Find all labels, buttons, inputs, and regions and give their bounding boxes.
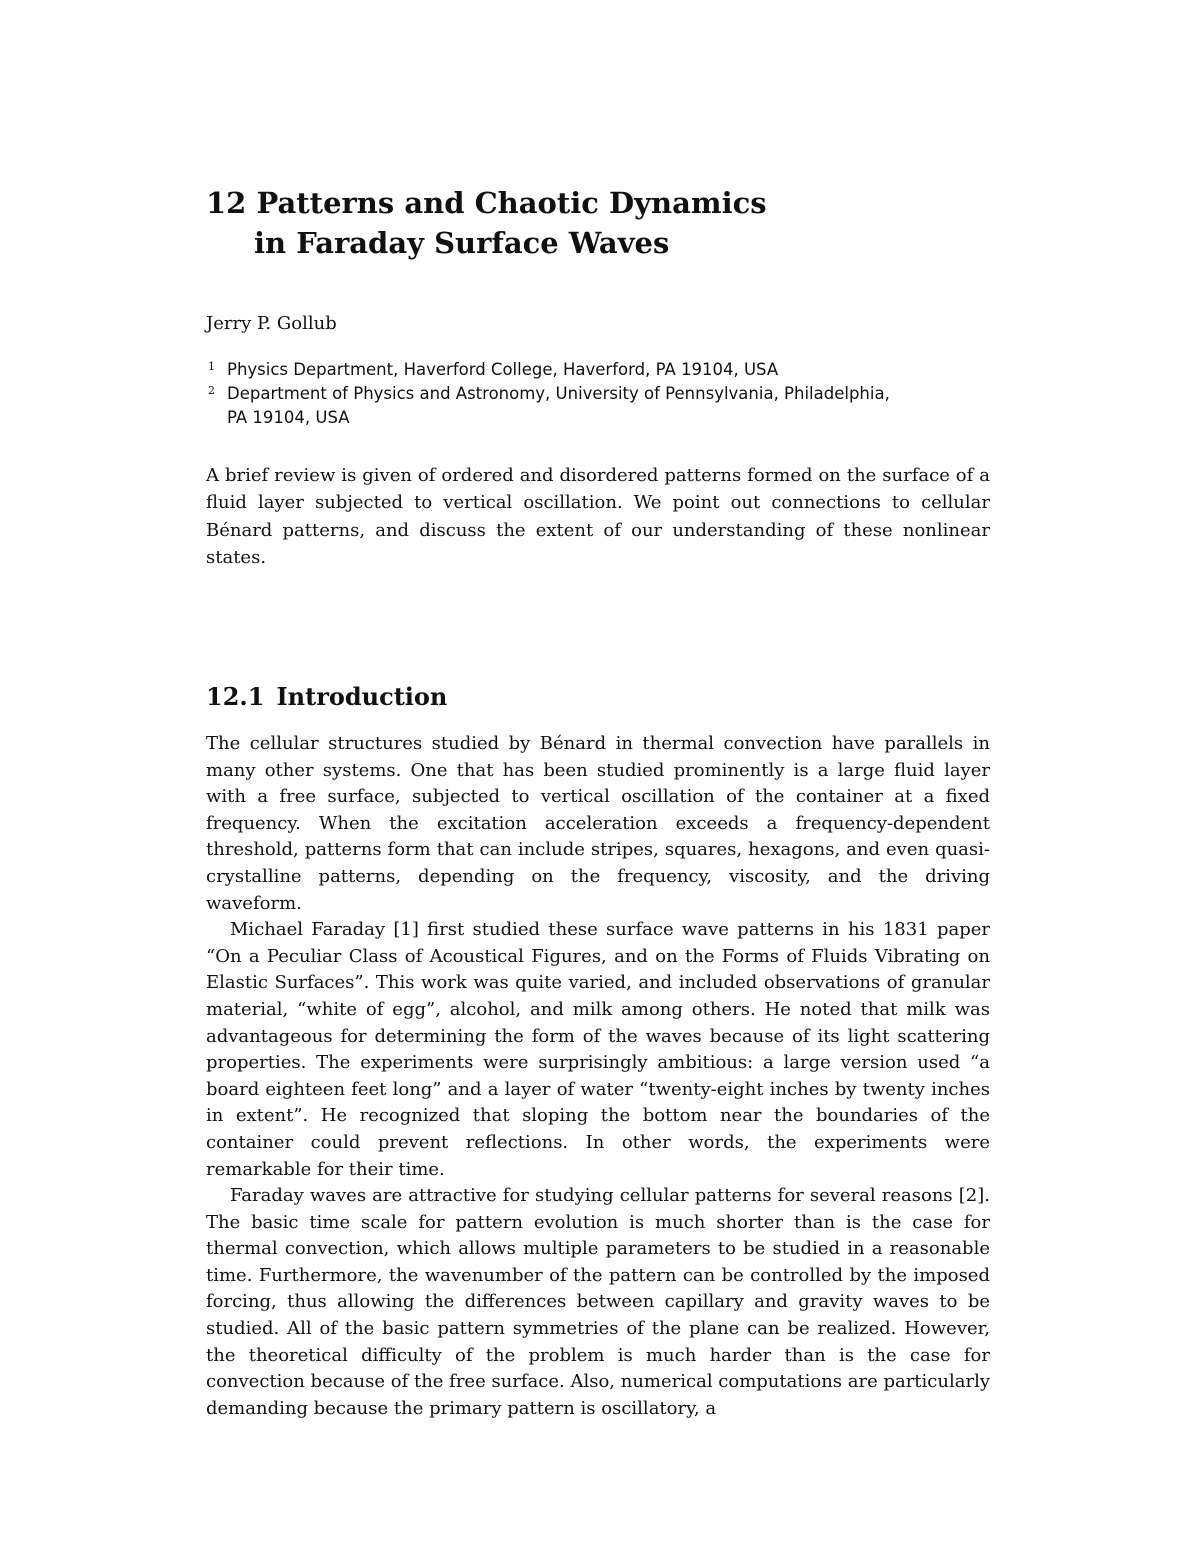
affiliation-2-text: Department of Physics and Astronomy, University of Pennsylvania, Philadelphia, <box>227 384 890 403</box>
affiliation-1-text: Physics Department, Haverford College, Haverford, PA 19104, USA <box>227 360 779 379</box>
section-number: 12.1 <box>206 682 265 711</box>
affiliation-2 <box>206 382 990 406</box>
chapter-title-text-1: Patterns and Chaotic Dynamics <box>256 186 767 220</box>
chapter-title <box>206 183 767 263</box>
paragraph-1: The cellular structures studied by Bénard in thermal convection have parallels in many other systems. One that has been studied prominently is a large fluid layer with a free surface, subjected to vertical oscillation of the container at a fixed frequency. When the excitation acceleration exceeds a frequency-dependent threshold, patterns form that can include stripes, squares, hexagons, and even quasi-crystalline patterns, depending on the frequency, viscosity, and the driving waveform. <box>206 733 990 914</box>
paragraph-2: Michael Faraday [1] first studied these surface wave patterns in his 1831 paper “On a Peculiar Class of Acoustical Figures, and on the Forms of Fluids Vibrating on Elastic Surfaces”. This work was quite varied, and included observations of granular material, “white of egg”, alcohol, and milk among others. He noted that milk was advantageous for determining the form of the waves because of its light scattering properties. The experiments were surprisingly ambitious: a large version used “a board eighteen feet long” and a layer of water “twenty-eight inches by twenty inches in extent”. He recognized that sloping the bottom near the boundaries of the container could prevent reflections. In other words, the experiments were remarkable for their time. <box>206 919 990 1180</box>
section-title: Introduction <box>276 682 448 711</box>
chapter-number: 12 <box>206 186 247 220</box>
paragraph-3: Faraday waves are attractive for studying cellular patterns for several reasons [2]. The basic time scale for pattern evolution is much shorter than is the case for thermal convection, which allows multiple parameters to be studied in a reasonable time. Furthermore, the wavenumber of the pattern can be controlled by the imposed forcing, thus allowing the differences between capillary and gravity waves to be studied. All of the basic pattern symmetries of the plane can be realized. However, the theoretical difficulty of the problem is much harder than is the case for convection because of the free surface. Also, numerical computations are particularly demanding because the primary pattern is oscillatory, a <box>206 1185 990 1419</box>
chapter-title-line1 <box>206 186 767 220</box>
affiliations <box>206 358 990 430</box>
abstract: A brief review is given of ordered and disordered patterns formed on the surface of a fluid layer subjected to vertical oscillation. We point out connections to cellular Bénard patterns, and discuss the extent of our understanding of these nonlinear states. <box>206 465 990 568</box>
chapter-title-line2: in Faraday Surface Waves <box>254 226 670 260</box>
section-heading <box>206 680 447 714</box>
affiliation-1 <box>206 358 990 382</box>
affiliation-1-mark: 1 <box>208 360 215 373</box>
author-name: Jerry P. Gollub <box>206 313 337 334</box>
affiliation-2-mark: 2 <box>208 384 215 397</box>
body-text <box>206 731 990 1422</box>
affiliation-2-continuation: PA 19104, USA <box>227 408 350 427</box>
